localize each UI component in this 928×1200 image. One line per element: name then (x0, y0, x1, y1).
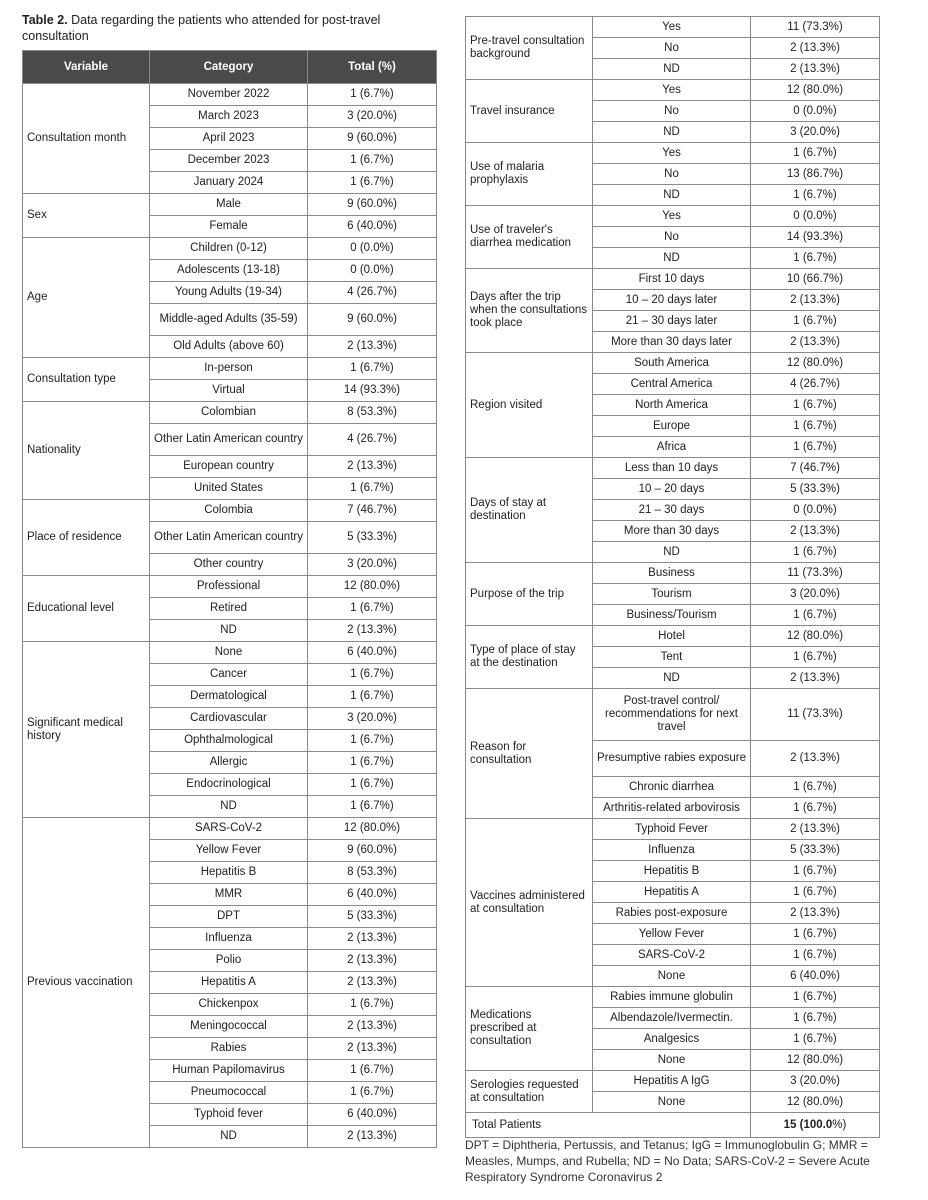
right-table-body (466, 17, 880, 1113)
category-cell: Less than 10 days (593, 458, 751, 479)
category-cell: Rabies immune globulin (593, 987, 751, 1008)
category-cell: Presumptive rabies exposure (593, 741, 751, 777)
total-cell: 2 (13.3%) (308, 972, 437, 994)
header-variable: Variable (23, 51, 150, 84)
category-cell: First 10 days (593, 269, 751, 290)
total-cell: 2 (13.3%) (751, 332, 880, 353)
category-cell: Influenza (150, 928, 308, 950)
category-cell: Central America (593, 374, 751, 395)
variable-cell: Significant medical history (23, 642, 150, 818)
total-cell: 12 (80.0%) (751, 80, 880, 101)
total-cell: 0 (0.0%) (751, 101, 880, 122)
total-cell: 1 (6.7%) (308, 478, 437, 500)
total-cell: 1 (6.7%) (308, 172, 437, 194)
table-row (466, 563, 880, 584)
variable-cell: Pre-travel consultation background (466, 17, 593, 80)
total-cell: 12 (80.0%) (751, 626, 880, 647)
category-cell: April 2023 (150, 128, 308, 150)
total-cell: 1 (6.7%) (751, 987, 880, 1008)
variable-cell: Purpose of the trip (466, 563, 593, 626)
category-cell: Albendazole/Ivermectin. (593, 1008, 751, 1029)
right-table-container (465, 16, 879, 1138)
category-cell: European country (150, 456, 308, 478)
category-cell: In-person (150, 358, 308, 380)
total-cell: 11 (73.3%) (751, 689, 880, 741)
category-cell: Middle-aged Adults (35-59) (150, 304, 308, 336)
total-cell: 0 (0.0%) (751, 500, 880, 521)
variable-cell: Serologies requested at consultation (466, 1071, 593, 1113)
table-row (23, 238, 437, 260)
category-cell: ND (150, 796, 308, 818)
total-cell: 12 (80.0%) (308, 576, 437, 598)
table-row (466, 269, 880, 290)
total-cell: 1 (6.7%) (308, 774, 437, 796)
total-cell: 2 (13.3%) (751, 59, 880, 80)
total-cell: 7 (46.7%) (308, 500, 437, 522)
category-cell: Yes (593, 206, 751, 227)
variable-cell: Place of residence (23, 500, 150, 576)
category-cell: ND (150, 620, 308, 642)
total-row (466, 1113, 880, 1138)
total-cell: 4 (26.7%) (308, 424, 437, 456)
table-row (466, 458, 880, 479)
category-cell: December 2023 (150, 150, 308, 172)
variable-cell: Use of malaria prophylaxis (466, 143, 593, 206)
total-cell: 1 (6.7%) (751, 143, 880, 164)
category-cell: Rabies post-exposure (593, 903, 751, 924)
table-row (23, 500, 437, 522)
total-cell: 1 (6.7%) (308, 1060, 437, 1082)
total-cell: 12 (80.0%) (751, 353, 880, 374)
total-cell: 1 (6.7%) (751, 777, 880, 798)
category-cell: None (593, 1092, 751, 1113)
table-row (466, 689, 880, 741)
variable-cell: Age (23, 238, 150, 358)
category-cell: Chickenpox (150, 994, 308, 1016)
total-cell: 1 (6.7%) (751, 311, 880, 332)
category-cell: Young Adults (19-34) (150, 282, 308, 304)
category-cell: Typhoid Fever (593, 819, 751, 840)
table-row (23, 358, 437, 380)
category-cell: Professional (150, 576, 308, 598)
category-cell: Endocrinological (150, 774, 308, 796)
total-cell: 2 (13.3%) (308, 456, 437, 478)
category-cell: Chronic diarrhea (593, 777, 751, 798)
category-cell: Tourism (593, 584, 751, 605)
category-cell: Post-travel control/ recommendations for next travel (593, 689, 751, 741)
category-cell: Yes (593, 80, 751, 101)
variable-cell: Nationality (23, 402, 150, 500)
total-cell: 2 (13.3%) (308, 928, 437, 950)
category-cell: Analgesics (593, 1029, 751, 1050)
table-row (466, 1071, 880, 1092)
total-cell: 4 (26.7%) (308, 282, 437, 304)
table-row (466, 17, 880, 38)
category-cell: No (593, 101, 751, 122)
total-cell: 8 (53.3%) (308, 402, 437, 424)
total-cell: 2 (13.3%) (308, 1038, 437, 1060)
category-cell: ND (593, 59, 751, 80)
variable-cell: Type of place of stay at the destination (466, 626, 593, 689)
category-cell: Hepatitis A (150, 972, 308, 994)
category-cell: ND (593, 185, 751, 206)
category-cell: South America (593, 353, 751, 374)
total-cell: 14 (93.3%) (751, 227, 880, 248)
total-cell: 1 (6.7%) (751, 945, 880, 966)
category-cell: Female (150, 216, 308, 238)
category-cell: None (593, 966, 751, 987)
total-cell: 0 (0.0%) (308, 260, 437, 282)
category-cell: Hepatitis A IgG (593, 1071, 751, 1092)
table-row (23, 818, 437, 840)
total-cell: 0 (0.0%) (308, 238, 437, 260)
total-value-rest: %) (832, 1118, 847, 1131)
category-cell: ND (593, 122, 751, 143)
total-cell: 3 (20.0%) (308, 708, 437, 730)
left-table-container (22, 50, 436, 1148)
total-cell: 1 (6.7%) (751, 647, 880, 668)
total-cell: 1 (6.7%) (308, 358, 437, 380)
total-cell: 13 (86.7%) (751, 164, 880, 185)
category-cell: November 2022 (150, 84, 308, 106)
total-cell: 1 (6.7%) (308, 84, 437, 106)
category-cell: Other country (150, 554, 308, 576)
total-cell: 1 (6.7%) (751, 248, 880, 269)
total-cell: 9 (60.0%) (308, 128, 437, 150)
table-header-row (23, 51, 437, 84)
total-cell: 4 (26.7%) (751, 374, 880, 395)
table-row (23, 402, 437, 424)
table-row (466, 987, 880, 1008)
category-cell: Other Latin American country (150, 522, 308, 554)
variable-cell: Use of traveler's diarrhea medication (466, 206, 593, 269)
total-cell: 3 (20.0%) (751, 122, 880, 143)
category-cell: Hotel (593, 626, 751, 647)
category-cell: Yellow Fever (150, 840, 308, 862)
category-cell: Old Adults (above 60) (150, 336, 308, 358)
category-cell: 21 – 30 days later (593, 311, 751, 332)
category-cell: Dermatological (150, 686, 308, 708)
table-row (466, 353, 880, 374)
total-cell: 3 (20.0%) (751, 584, 880, 605)
category-cell: Adolescents (13-18) (150, 260, 308, 282)
total-cell: 2 (13.3%) (751, 668, 880, 689)
category-cell: Virtual (150, 380, 308, 402)
category-cell: Colombia (150, 500, 308, 522)
total-cell: 12 (80.0%) (751, 1050, 880, 1071)
total-cell: 1 (6.7%) (751, 924, 880, 945)
total-value-bold: 15 (100.0 (783, 1118, 833, 1131)
total-cell: 6 (40.0%) (308, 1104, 437, 1126)
left-table-body (23, 84, 437, 1148)
total-cell: 1 (6.7%) (308, 752, 437, 774)
category-cell: Business/Tourism (593, 605, 751, 626)
variable-cell: Consultation type (23, 358, 150, 402)
category-cell: MMR (150, 884, 308, 906)
category-cell: DPT (150, 906, 308, 928)
total-cell: 1 (6.7%) (751, 798, 880, 819)
category-cell: United States (150, 478, 308, 500)
category-cell: No (593, 38, 751, 59)
variable-cell: Travel insurance (466, 80, 593, 143)
category-cell: No (593, 227, 751, 248)
variable-cell: Vaccines administered at consultation (466, 819, 593, 987)
category-cell: None (593, 1050, 751, 1071)
variable-cell: Educational level (23, 576, 150, 642)
category-cell: Ophthalmological (150, 730, 308, 752)
table-caption-text: Data regarding the patients who attended for post-travel consultation (22, 13, 381, 43)
variable-cell: Days after the trip when the consultations took place (466, 269, 593, 353)
category-cell: No (593, 164, 751, 185)
category-cell: Meningococcal (150, 1016, 308, 1038)
table-row (23, 194, 437, 216)
category-cell: Human Papilomavirus (150, 1060, 308, 1082)
category-cell: Africa (593, 437, 751, 458)
category-cell: Male (150, 194, 308, 216)
total-cell: 1 (6.7%) (751, 882, 880, 903)
table-row (466, 80, 880, 101)
total-cell: 1 (6.7%) (308, 796, 437, 818)
total-cell: 1 (6.7%) (308, 664, 437, 686)
table-row (23, 642, 437, 664)
category-cell: Hepatitis A (593, 882, 751, 903)
category-cell: Cancer (150, 664, 308, 686)
table-row (23, 84, 437, 106)
total-cell: 9 (60.0%) (308, 840, 437, 862)
total-cell: 6 (40.0%) (308, 884, 437, 906)
total-cell: 1 (6.7%) (751, 185, 880, 206)
total-cell: 10 (66.7%) (751, 269, 880, 290)
total-cell: 5 (33.3%) (308, 906, 437, 928)
category-cell: Arthritis-related arbovirosis (593, 798, 751, 819)
variable-cell: Previous vaccination (23, 818, 150, 1148)
category-cell: Hepatitis B (593, 861, 751, 882)
category-cell: SARS-CoV-2 (593, 945, 751, 966)
total-cell: 1 (6.7%) (751, 1008, 880, 1029)
category-cell: Cardiovascular (150, 708, 308, 730)
category-cell: Children (0-12) (150, 238, 308, 260)
total-cell: 11 (73.3%) (751, 563, 880, 584)
category-cell: March 2023 (150, 106, 308, 128)
variable-cell: Region visited (466, 353, 593, 458)
category-cell: ND (593, 668, 751, 689)
category-cell: Polio (150, 950, 308, 972)
category-cell: More than 30 days (593, 521, 751, 542)
total-label: Total Patients (466, 1113, 751, 1138)
table-row (466, 206, 880, 227)
category-cell: More than 30 days later (593, 332, 751, 353)
left-table (22, 50, 437, 1148)
variable-cell: Days of stay at destination (466, 458, 593, 563)
header-category: Category (150, 51, 308, 84)
total-cell: 1 (6.7%) (308, 1082, 437, 1104)
category-cell: Yellow Fever (593, 924, 751, 945)
category-cell: Yes (593, 143, 751, 164)
category-cell: None (150, 642, 308, 664)
total-cell: 3 (20.0%) (308, 106, 437, 128)
category-cell: Typhoid fever (150, 1104, 308, 1126)
category-cell: ND (593, 542, 751, 563)
category-cell: North America (593, 395, 751, 416)
table-footnote: DPT = Diphtheria, Pertussis, and Tetanus; IgG = Immunoglobulin G; MMR = Measles, Mumps, and Rubella; ND = No Data; SARS-CoV-2 = Severe Acute Respiratory Syndrome Coronavirus 2 (465, 1138, 870, 1184)
table-label: Table 2. (22, 13, 68, 27)
table-row (466, 143, 880, 164)
total-cell: 1 (6.7%) (308, 686, 437, 708)
total-cell: 6 (40.0%) (751, 966, 880, 987)
total-cell: 9 (60.0%) (308, 304, 437, 336)
total-cell: 1 (6.7%) (308, 994, 437, 1016)
total-cell: 2 (13.3%) (751, 819, 880, 840)
table-row (466, 819, 880, 840)
total-cell: 2 (13.3%) (751, 903, 880, 924)
category-cell: Europe (593, 416, 751, 437)
total-cell: 1 (6.7%) (751, 542, 880, 563)
category-cell: 10 – 20 days (593, 479, 751, 500)
total-value (751, 1113, 880, 1138)
total-cell: 1 (6.7%) (751, 416, 880, 437)
category-cell: 21 – 30 days (593, 500, 751, 521)
total-cell: 1 (6.7%) (751, 395, 880, 416)
total-cell: 1 (6.7%) (751, 437, 880, 458)
category-cell: ND (593, 248, 751, 269)
total-cell: 5 (33.3%) (751, 840, 880, 861)
category-cell: January 2024 (150, 172, 308, 194)
total-cell: 1 (6.7%) (751, 605, 880, 626)
total-cell: 8 (53.3%) (308, 862, 437, 884)
total-cell: 3 (20.0%) (308, 554, 437, 576)
total-cell: 5 (33.3%) (751, 479, 880, 500)
total-cell: 2 (13.3%) (308, 620, 437, 642)
total-cell: 9 (60.0%) (308, 194, 437, 216)
total-cell: 14 (93.3%) (308, 380, 437, 402)
header-total: Total (%) (308, 51, 437, 84)
total-cell: 1 (6.7%) (308, 598, 437, 620)
variable-cell: Consultation month (23, 84, 150, 194)
total-cell: 1 (6.7%) (751, 861, 880, 882)
category-cell: ND (150, 1126, 308, 1148)
total-cell: 2 (13.3%) (751, 521, 880, 542)
category-cell: Influenza (593, 840, 751, 861)
category-cell: Rabies (150, 1038, 308, 1060)
total-cell: 2 (13.3%) (751, 290, 880, 311)
total-cell: 2 (13.3%) (308, 336, 437, 358)
total-cell: 1 (6.7%) (308, 730, 437, 752)
total-cell: 3 (20.0%) (751, 1071, 880, 1092)
category-cell: SARS-CoV-2 (150, 818, 308, 840)
total-cell: 12 (80.0%) (308, 818, 437, 840)
category-cell: Other Latin American country (150, 424, 308, 456)
total-cell: 7 (46.7%) (751, 458, 880, 479)
total-cell: 2 (13.3%) (308, 1016, 437, 1038)
category-cell: Yes (593, 17, 751, 38)
table-row (466, 626, 880, 647)
category-cell: 10 – 20 days later (593, 290, 751, 311)
category-cell: Hepatitis B (150, 862, 308, 884)
total-cell: 1 (6.7%) (308, 150, 437, 172)
total-cell: 1 (6.7%) (751, 1029, 880, 1050)
table-row (23, 576, 437, 598)
total-cell: 12 (80.0%) (751, 1092, 880, 1113)
category-cell: Colombian (150, 402, 308, 424)
variable-cell: Sex (23, 194, 150, 238)
total-cell: 0 (0.0%) (751, 206, 880, 227)
total-cell: 2 (13.3%) (308, 950, 437, 972)
right-table (465, 16, 880, 1138)
category-cell: Retired (150, 598, 308, 620)
total-cell: 2 (13.3%) (751, 38, 880, 59)
total-cell: 2 (13.3%) (751, 741, 880, 777)
total-cell: 6 (40.0%) (308, 642, 437, 664)
variable-cell: Reason for consultation (466, 689, 593, 819)
category-cell: Tent (593, 647, 751, 668)
category-cell: Business (593, 563, 751, 584)
table-caption (22, 12, 432, 44)
total-cell: 11 (73.3%) (751, 17, 880, 38)
variable-cell: Medications prescribed at consultation (466, 987, 593, 1071)
category-cell: Allergic (150, 752, 308, 774)
category-cell: Pneumococcal (150, 1082, 308, 1104)
total-cell: 5 (33.3%) (308, 522, 437, 554)
total-cell: 6 (40.0%) (308, 216, 437, 238)
total-cell: 2 (13.3%) (308, 1126, 437, 1148)
